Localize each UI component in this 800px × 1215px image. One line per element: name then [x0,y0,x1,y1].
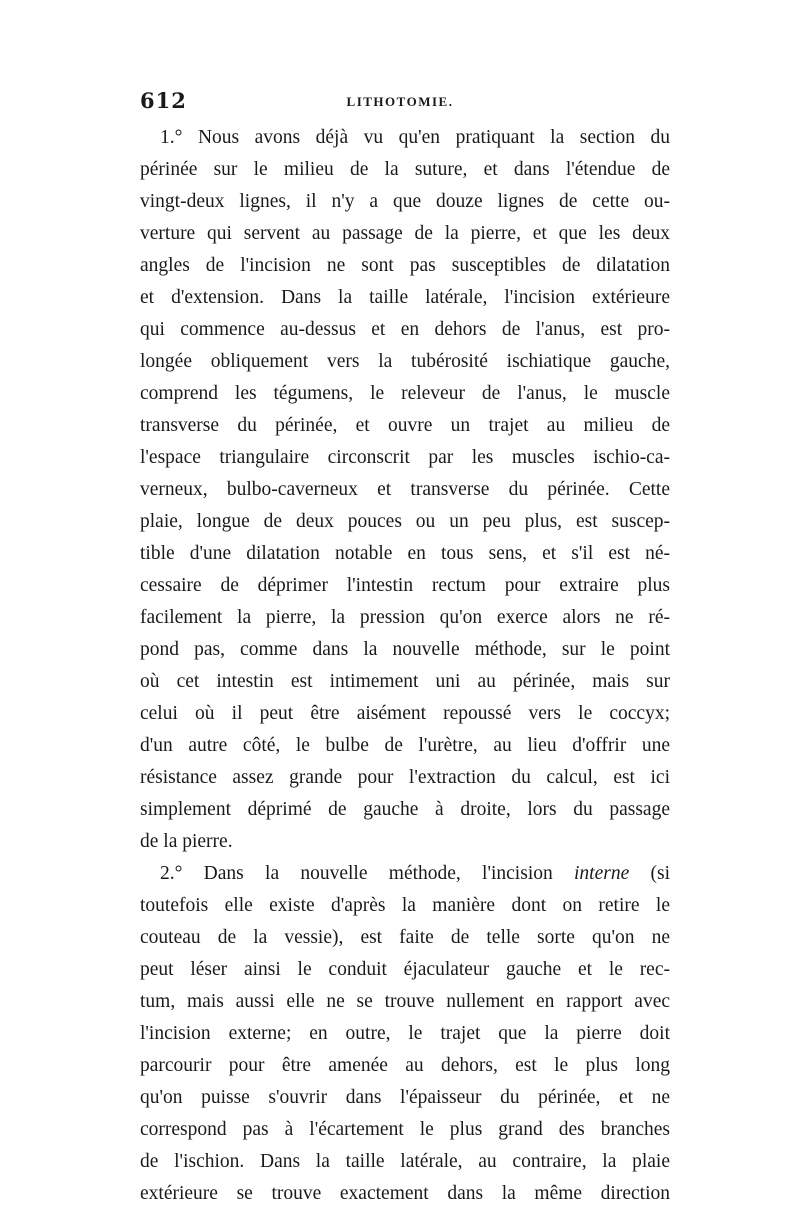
text-line: où cet intestin est intimement uni au périnée, mais sur [140,671,670,692]
text-line: transverse du périnée, et ouvre un trajet au milieu de [140,415,670,436]
text-line: comprend les tégumens, le releveur de l'anus, le muscle [140,383,670,404]
text-line: de la pierre. [140,831,233,852]
italic-word: interne [574,863,630,884]
text-span: 2.° Dans la nouvelle méthode, l'incision [160,863,574,884]
text-line: extérieure se trouve exactement dans la même direction [140,1183,670,1204]
paragraph-2 [140,858,670,1210]
text-line: verture qui servent au passage de la pierre, et que les deux [140,223,670,244]
text-line: toutefois elle existe d'après la manière dont on retire le [140,895,670,916]
text-line: et d'extension. Dans la taille latérale, l'incision extérieure [140,287,670,308]
text-line: l'espace triangulaire circonscrit par les muscles ischio-ca- [140,447,670,468]
text-line: longée obliquement vers la tubérosité ischiatique gauche, [140,351,670,372]
text-line: verneux, bulbo-caverneux et transverse du périnée. Cette [140,479,670,500]
text-line: pond pas, comme dans la nouvelle méthode, sur le point [140,639,670,660]
text-line: de l'ischion. Dans la taille latérale, au contraire, la plaie [140,1151,670,1172]
text-line: simplement déprimé de gauche à droite, lors du passage [140,799,670,820]
text-line: qui commence au-dessus et en dehors de l'anus, est pro- [140,319,670,340]
text-line: plaie, longue de deux pouces ou un peu plus, est suscep- [140,511,670,532]
text-line: vingt-deux lignes, il n'y a que douze lignes de cette ou- [140,191,670,212]
text-line: qu'on puisse s'ouvrir dans l'épaisseur du périnée, et ne [140,1087,670,1108]
text-line: couteau de la vessie), est faite de telle sorte qu'on ne [140,927,670,948]
text-line: périnée sur le milieu de la suture, et dans l'étendue de [140,159,670,180]
text-line: cessaire de déprimer l'intestin rectum pour extraire plus [140,575,670,596]
paragraph-1 [140,122,670,858]
text-line: parcourir pour être amenée au dehors, est le plus long [140,1055,670,1076]
text-line: peut léser ainsi le conduit éjaculateur gauche et le rec- [140,959,670,980]
text-line: tum, mais aussi elle ne se trouve nullement en rapport avec [140,991,670,1012]
text-line: facilement la pierre, la pression qu'on exerce alors ne ré- [140,607,670,628]
text-span: (si [629,863,670,884]
text-line [140,858,670,890]
text-line: correspond pas à l'écartement le plus grand des branches [140,1119,670,1140]
body-text [140,122,670,1210]
text-line: celui où il peut être aisément repoussé vers le coccyx; [140,703,670,724]
text-line: tible d'une dilatation notable en tous sens, et s'il est né- [140,543,670,564]
text-line: 1.° Nous avons déjà vu qu'en pratiquant la section du [160,127,670,148]
page-number: 612 [140,88,187,113]
page-header [140,88,660,118]
text-line: d'un autre côté, le bulbe de l'urètre, au lieu d'offrir une [140,735,670,756]
text-line: l'incision externe; en outre, le trajet que la pierre doit [140,1023,670,1044]
running-head: LITHOTOMIE. [346,94,454,109]
text-line: angles de l'incision ne sont pas susceptibles de dilatation [140,255,670,276]
text-line: résistance assez grande pour l'extraction du calcul, est ici [140,767,670,788]
